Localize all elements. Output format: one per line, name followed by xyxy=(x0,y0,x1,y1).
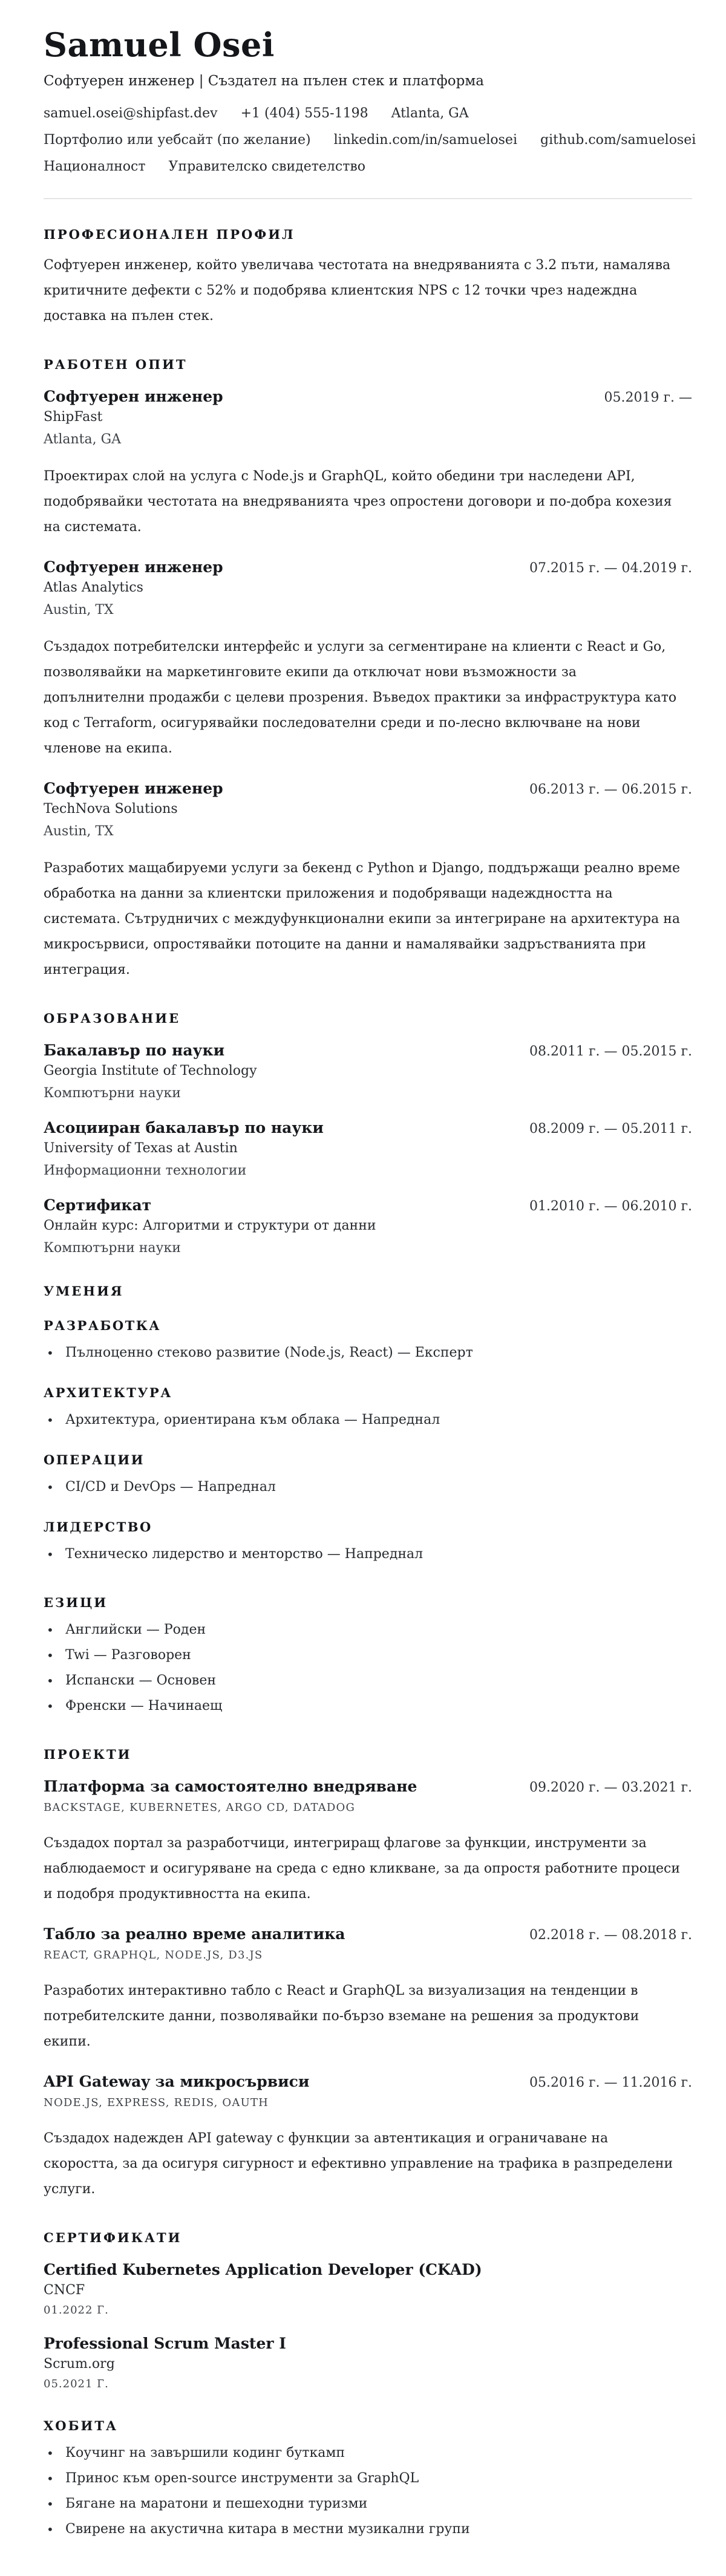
projects-heading: ПРОЕКТИ xyxy=(44,1746,132,1762)
section-profile xyxy=(44,227,692,329)
skill-category: РАЗРАБОТКА xyxy=(44,1317,162,1333)
location-text: Atlanta, GA xyxy=(391,105,469,121)
contact-row-primary xyxy=(44,106,692,121)
field-of-study: Компютърни науки xyxy=(44,1240,181,1256)
certification-name: Professional Scrum Master I xyxy=(44,2334,286,2352)
section-hobbies xyxy=(44,2418,692,2542)
certification-entry xyxy=(44,2261,692,2317)
education-heading: ОБРАЗОВАНИЕ xyxy=(44,1010,181,1026)
project-title: API Gateway за микросървиси xyxy=(44,2072,310,2090)
job-dates: 06.2013 г. — 06.2015 г. xyxy=(529,781,692,797)
project-header xyxy=(44,2073,692,2090)
section-projects xyxy=(44,1747,692,2202)
languages-heading: ЕЗИЦИ xyxy=(44,1594,108,1610)
hobbies-heading: ХОБИТА xyxy=(44,2418,119,2433)
candidate-headline: Софтуерен инженер | Създател на пълен стек и платформа xyxy=(44,73,484,89)
project-description: Създадох надежден API gateway с функции за автентикация и ограничаване на скоростта, за да осигуря сигурност и ефективно управление на трафика в разпределени услуги. xyxy=(44,2130,673,2197)
email-text: samuel.osei@shipfast.dev xyxy=(44,105,218,121)
certifications-heading: СЕРТИФИКАТИ xyxy=(44,2229,182,2245)
resume-header xyxy=(44,25,696,174)
project-dates: 09.2020 г. — 03.2021 г. xyxy=(529,1779,692,1795)
job-company: TechNova Solutions xyxy=(44,801,178,817)
job-header xyxy=(44,388,692,405)
education-dates: 01.2010 г. — 06.2010 г. xyxy=(529,1198,692,1214)
section-experience xyxy=(44,357,692,983)
job-title: Софтуерен инженер xyxy=(44,387,223,405)
field-of-study: Компютърни науки xyxy=(44,1085,181,1101)
job-description: Проектирах слой на услуга с Node.js и GraphQL, който обедини три наследени API, подобрявайки честотата на внедряванията чрез опростени договори и по-добра кохезия на системата. xyxy=(44,468,672,535)
education-dates: 08.2011 г. — 05.2015 г. xyxy=(529,1043,692,1059)
job-header xyxy=(44,780,692,797)
education-entry xyxy=(44,1042,692,1101)
language-item: • Английски — Роден xyxy=(44,1617,692,1643)
education-dates: 08.2009 г. — 05.2011 г. xyxy=(529,1121,692,1136)
project-tags: BACKSTAGE, KUBERNETES, ARGO CD, DATADOG xyxy=(44,1801,356,1814)
project-dates: 02.2018 г. — 08.2018 г. xyxy=(529,1927,692,1943)
skill-list xyxy=(44,1475,692,1500)
project-header xyxy=(44,1925,692,1943)
language-list xyxy=(44,1617,692,1719)
profile-heading: ПРОФЕСИОНАЛЕН ПРОФИЛ xyxy=(44,226,295,242)
education-entry xyxy=(44,1119,692,1178)
degree-title: Сертификат xyxy=(44,1196,152,1214)
driving-license-text: Управителско свидетелство xyxy=(168,158,366,174)
project-entry xyxy=(44,1925,692,2055)
project-title: Табло за реално време аналитика xyxy=(44,1925,345,1943)
skill-category: ОПЕРАЦИИ xyxy=(44,1452,145,1467)
nationality-text: Националност xyxy=(44,158,146,174)
education-header xyxy=(44,1042,692,1059)
contact-row-links xyxy=(44,132,696,148)
project-header xyxy=(44,1778,692,1795)
project-tags: REACT, GRAPHQL, NODE.JS, D3.JS xyxy=(44,1948,263,1961)
job-description: Създадох потребителски интерфейс и услуги за сегментиране на клиенти с React и Go, позволявайки на маркетинговите екипи да отключат нови възможности за допълнителни продажби с целеви прозрения. Въведох практики за инфраструктура като код с Terraform, осигурявайки последователни среди и по-лесно включване на нови членове на екипа. xyxy=(44,639,677,756)
header-divider xyxy=(44,198,692,199)
job-title: Софтуерен инженер xyxy=(44,779,223,797)
certification-issuer: CNCF xyxy=(44,2282,85,2298)
education-header xyxy=(44,1119,692,1136)
project-entry xyxy=(44,1778,692,1907)
job-entry xyxy=(44,558,692,761)
section-education xyxy=(44,1011,692,1256)
section-certifications xyxy=(44,2230,692,2390)
skill-list xyxy=(44,1407,692,1433)
job-location: Austin, TX xyxy=(44,602,114,618)
certification-date: 01.2022 Г. xyxy=(44,2303,109,2317)
project-description: Създадох портал за разработчици, интегриращ флагове за функции, инструменти за наблюдаемост и осигуряване на среда с едно кликване, за да опростя работните процеси и подобря продуктивността на екипа. xyxy=(44,1835,680,1902)
section-languages xyxy=(44,1595,692,1719)
certification-date: 05.2021 Г. xyxy=(44,2377,109,2390)
skill-list xyxy=(44,1340,692,1366)
skill-list xyxy=(44,1542,692,1567)
education-entry xyxy=(44,1196,692,1256)
contact-row-extra xyxy=(44,159,692,174)
github-text: github.com/samuelosei xyxy=(540,132,696,148)
job-entry xyxy=(44,388,692,540)
hobby-item: • Коучинг на завършили кодинг буткамп xyxy=(44,2441,692,2466)
profile-summary: Софтуерен инженер, който увеличава честотата на внедряванията с 3.2 пъти, намалява критичните дефекти с 52% и подобрява клиентския NPS с 12 точки чрез надеждна доставка на пълен стек. xyxy=(44,257,671,324)
certification-entry xyxy=(44,2335,692,2390)
linkedin-text: linkedin.com/in/samuelosei xyxy=(333,132,517,148)
skill-item: • Пълноценно стеково развитие (Node.js, React) — Експерт xyxy=(44,1340,692,1366)
skills-heading: УМЕНИЯ xyxy=(44,1283,124,1299)
section-skills xyxy=(44,1283,692,1567)
project-title: Платформа за самостоятелно внедряване xyxy=(44,1777,417,1795)
certification-issuer: Scrum.org xyxy=(44,2356,115,2372)
job-location: Austin, TX xyxy=(44,823,114,839)
language-item: • Испански — Основен xyxy=(44,1668,692,1694)
job-company: Atlas Analytics xyxy=(44,579,143,595)
job-header xyxy=(44,558,692,576)
degree-title: Асоцииран бакалавър по науки xyxy=(44,1118,324,1136)
certification-name: Certified Kubernetes Application Developer (CKAD) xyxy=(44,2260,482,2278)
experience-heading: РАБОТЕН ОПИТ xyxy=(44,356,188,372)
skill-item: • Техническо лидерство и менторство — Напреднал xyxy=(44,1542,692,1567)
hobby-item: • Принос към open-source инструменти за GraphQL xyxy=(44,2466,692,2491)
phone-text: +1 (404) 555-1198 xyxy=(240,105,368,121)
skill-item: • CI/CD и DevOps — Напреднал xyxy=(44,1475,692,1500)
candidate-name: Samuel Osei xyxy=(44,25,275,64)
school-name: University of Texas at Austin xyxy=(44,1140,238,1156)
job-entry xyxy=(44,780,692,983)
project-tags: NODE.JS, EXPRESS, REDIS, OAUTH xyxy=(44,2096,269,2109)
hobby-list xyxy=(44,2441,692,2542)
education-header xyxy=(44,1196,692,1214)
job-location: Atlanta, GA xyxy=(44,431,122,447)
field-of-study: Информационни технологии xyxy=(44,1162,247,1178)
project-dates: 05.2016 г. — 11.2016 г. xyxy=(529,2075,692,2090)
contact-block xyxy=(44,105,696,174)
project-description: Разработих интерактивно табло с React и GraphQL за визуализация на тенденции в потребителските данни, позволявайки по-бързо вземане на решения за продуктови екипи. xyxy=(44,1983,639,2049)
skill-item: • Архитектура, ориентирана към облака — Напреднал xyxy=(44,1407,692,1433)
project-entry xyxy=(44,2073,692,2202)
job-dates: 07.2015 г. — 04.2019 г. xyxy=(529,560,692,576)
hobby-item: • Бягане на маратони и пешеходни туризми xyxy=(44,2491,692,2517)
job-description: Разработих мащабируеми услуги за бекенд с Python и Django, поддържащи реално време обработка на данни за клиентски приложения и подобряващи надеждността на системата. Сътрудничих с междуфункционални екипи за интегриране на архитектура на микросървиси, опростявайки потоците на данни и намалявайки задръстванията при интеграция. xyxy=(44,860,681,977)
language-item: • Френски — Начинаещ xyxy=(44,1694,692,1719)
skill-category: АРХИТЕКТУРА xyxy=(44,1384,172,1400)
portfolio-text: Портфолио или уебсайт (по желание) xyxy=(44,132,311,148)
degree-title: Бакалавър по науки xyxy=(44,1041,225,1059)
skill-category: ЛИДЕРСТВО xyxy=(44,1519,152,1534)
job-company: ShipFast xyxy=(44,409,103,425)
school-name: Georgia Institute of Technology xyxy=(44,1063,257,1078)
school-name: Онлайн курс: Алгоритми и структури от данни xyxy=(44,1218,376,1233)
hobby-item: • Свирене на акустична китара в местни музикални групи xyxy=(44,2517,692,2542)
job-title: Софтуерен инженер xyxy=(44,558,223,576)
job-dates: 05.2019 г. — xyxy=(604,390,692,405)
language-item: • Twi — Разговорен xyxy=(44,1643,692,1668)
